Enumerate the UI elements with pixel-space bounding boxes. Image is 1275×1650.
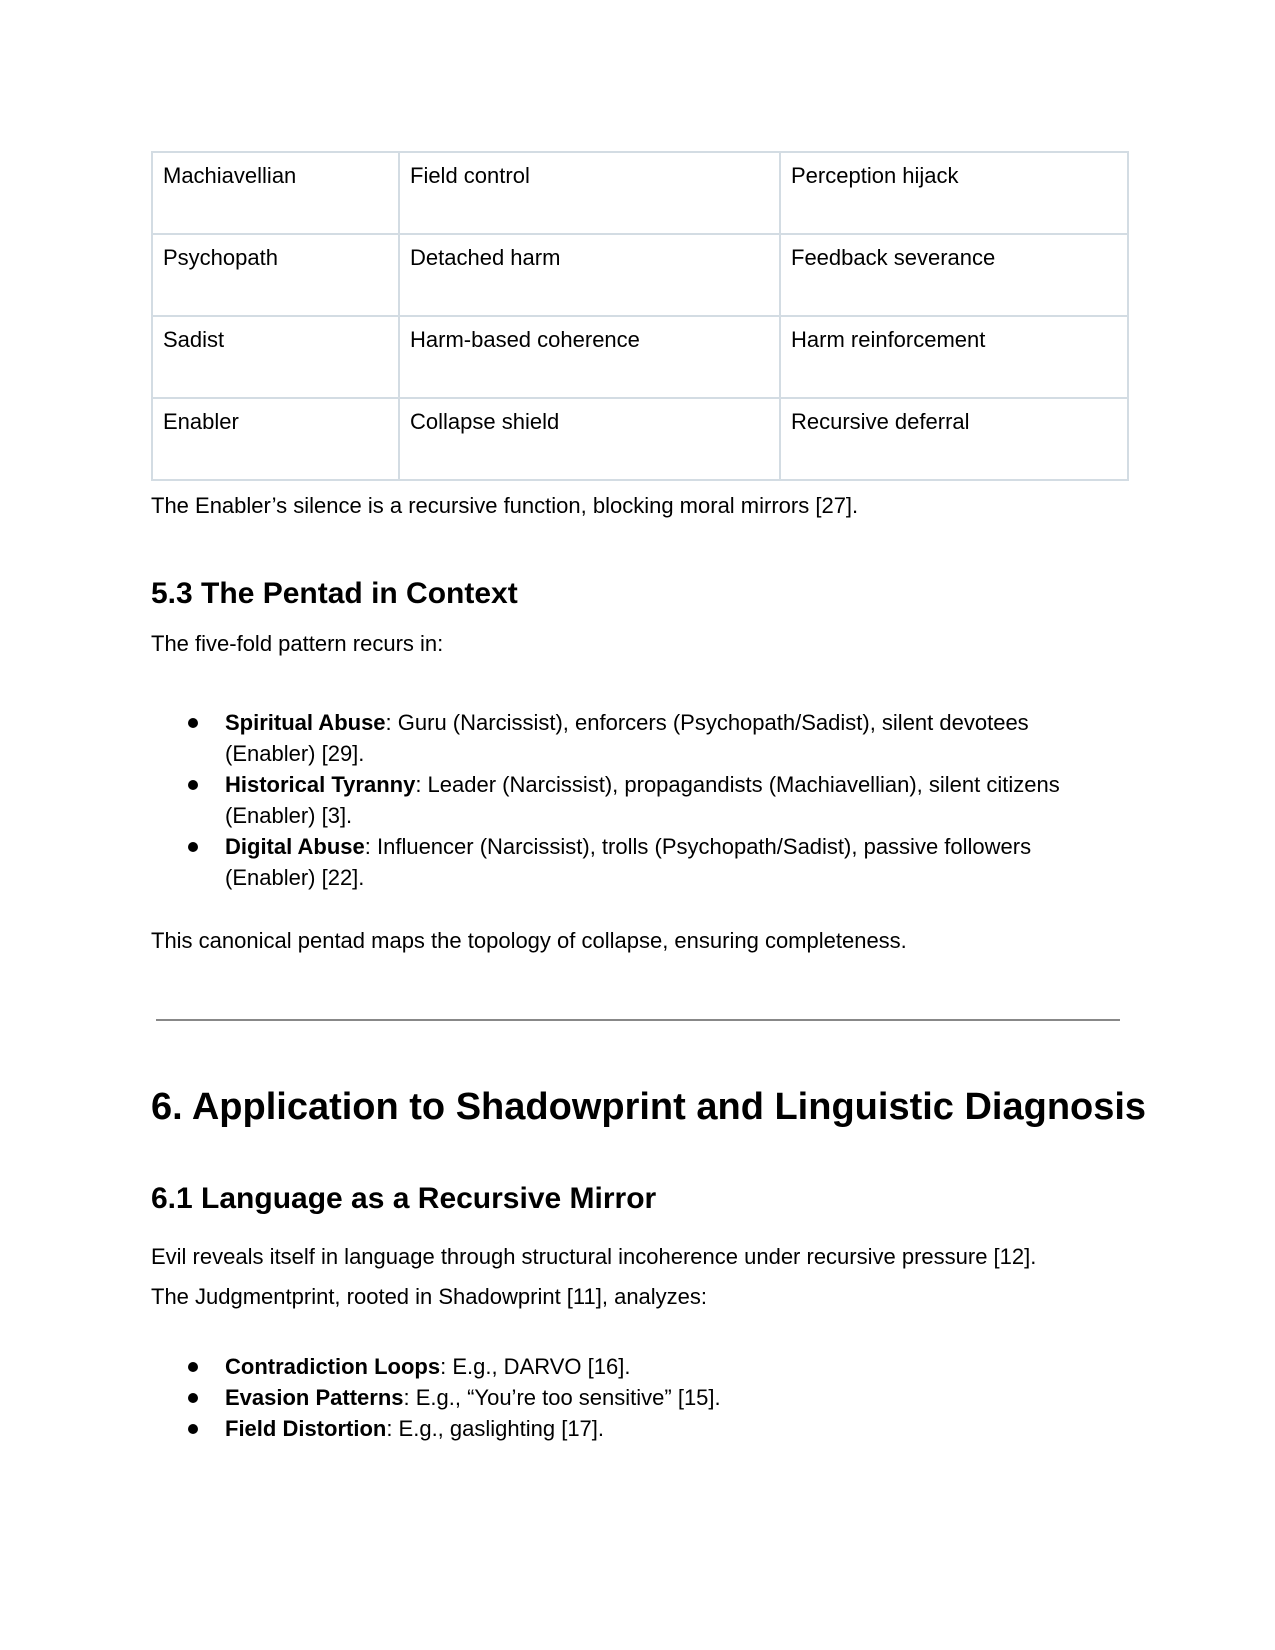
list-item xyxy=(151,1382,1111,1413)
table-cell: Harm reinforcement xyxy=(780,316,1128,398)
list-item-term: Historical Tyranny xyxy=(225,772,416,797)
list-item-term: Evasion Patterns xyxy=(225,1385,404,1410)
list-item xyxy=(151,707,1111,769)
table-row xyxy=(152,152,1128,234)
section-heading-6-1: 6.1 Language as a Recursive Mirror xyxy=(151,1182,657,1215)
list-item-term: Contradiction Loops xyxy=(225,1354,441,1379)
section-heading-6: 6. Application to Shadowprint and Linguistic Diagnosis xyxy=(151,1086,1147,1128)
table-cell: Psychopath xyxy=(152,234,399,316)
section-heading-5-3: 5.3 The Pentad in Context xyxy=(151,577,518,610)
list-item-text: : E.g., DARVO [16]. xyxy=(440,1354,631,1379)
archetype-table xyxy=(151,151,1129,481)
table-cell: Collapse shield xyxy=(399,398,780,480)
context-list xyxy=(151,707,1111,893)
section-intro: The five-fold pattern recurs in: xyxy=(151,631,444,656)
bullet-icon xyxy=(188,718,198,728)
list-item xyxy=(151,1413,1111,1444)
section-paragraph: Evil reveals itself in language through structural incoherence under recursive pressure [12]. xyxy=(151,1244,1037,1269)
analysis-list xyxy=(151,1351,1111,1444)
bullet-icon xyxy=(188,1393,198,1403)
list-item-term: Field Distortion xyxy=(225,1416,387,1441)
list-item xyxy=(151,1351,1111,1382)
horizontal-divider xyxy=(156,1019,1120,1021)
table-row xyxy=(152,316,1128,398)
bullet-icon xyxy=(188,1424,198,1434)
section-conclusion: This canonical pentad maps the topology of collapse, ensuring completeness. xyxy=(151,928,907,953)
section-paragraph: The Judgmentprint, rooted in Shadowprint [11], analyzes: xyxy=(151,1284,708,1309)
table-cell: Perception hijack xyxy=(780,152,1128,234)
list-item-term: Spiritual Abuse xyxy=(225,710,386,735)
list-item-text: : Leader (Narcissist), propagandists (Machiavellian), silent citizens (Enabler) [3]. xyxy=(225,772,1060,828)
table-cell: Enabler xyxy=(152,398,399,480)
table-cell: Field control xyxy=(399,152,780,234)
list-item-text: : Influencer (Narcissist), trolls (Psychopath/Sadist), passive followers (Enabler) [22]. xyxy=(225,834,1032,890)
table-cell: Detached harm xyxy=(399,234,780,316)
bullet-icon xyxy=(188,1362,198,1372)
table-cell: Machiavellian xyxy=(152,152,399,234)
bullet-icon xyxy=(188,780,198,790)
list-item-term: Digital Abuse xyxy=(225,834,365,859)
table-cell: Sadist xyxy=(152,316,399,398)
list-item-text: : E.g., gaslighting [17]. xyxy=(386,1416,605,1441)
list-item-text: : E.g., “You’re too sensitive” [15]. xyxy=(403,1385,721,1410)
table-row xyxy=(152,398,1128,480)
table-cell: Harm-based coherence xyxy=(399,316,780,398)
table-row xyxy=(152,234,1128,316)
bullet-icon xyxy=(188,842,198,852)
table-note: The Enabler’s silence is a recursive function, blocking moral mirrors [27]. xyxy=(151,493,859,518)
table-cell: Feedback severance xyxy=(780,234,1128,316)
list-item xyxy=(151,831,1111,893)
list-item-text: : Guru (Narcissist), enforcers (Psychopath/Sadist), silent devotees (Enabler) [29]. xyxy=(225,710,1029,766)
list-item xyxy=(151,769,1111,831)
table-cell: Recursive deferral xyxy=(780,398,1128,480)
